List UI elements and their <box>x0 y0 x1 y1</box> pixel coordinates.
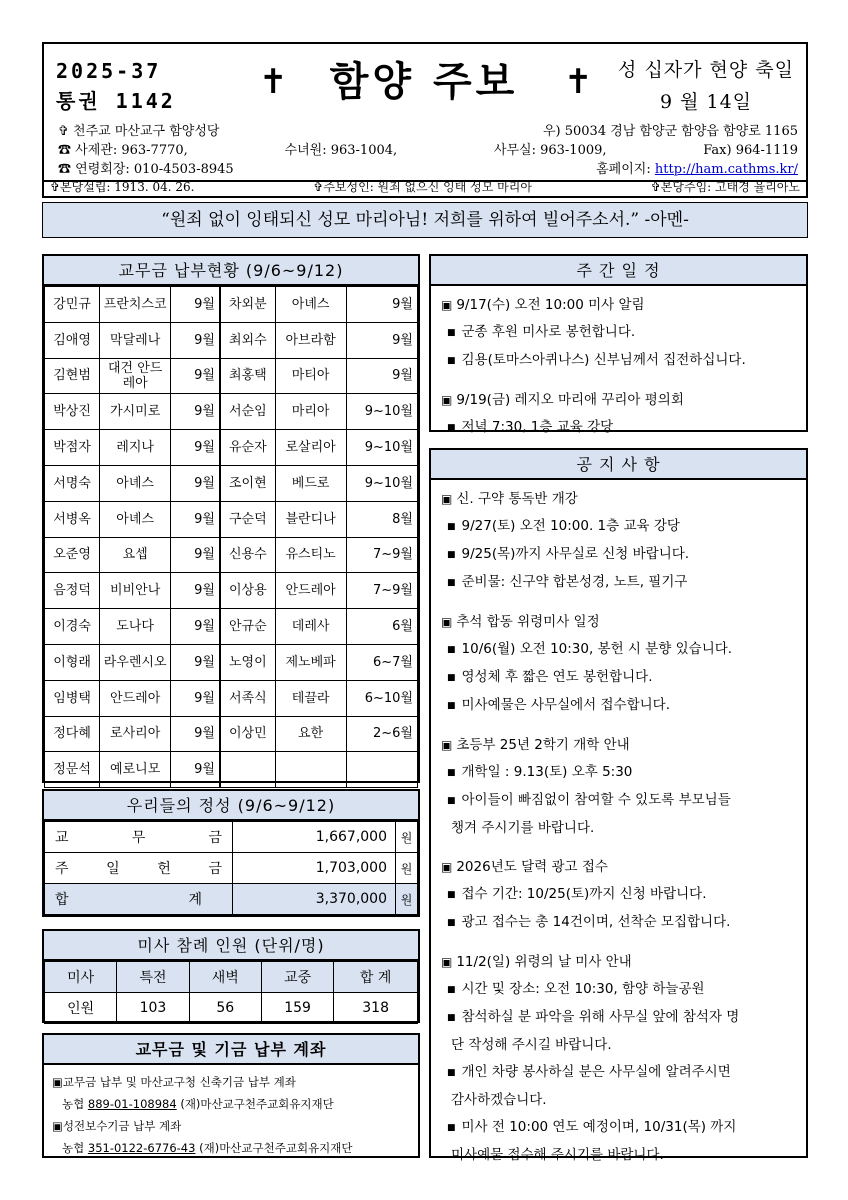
baptismal-name: 라우렌시오 <box>100 644 171 680</box>
bulletin-title: 함양 주보 <box>329 59 519 105</box>
currency-unit: 원 <box>396 822 418 853</box>
baptismal-name: 대건 안드레아 <box>100 358 171 394</box>
paid-months: 9월 <box>171 609 220 645</box>
paid-months: 9월 <box>171 537 220 573</box>
mass-header: 특전 <box>117 962 189 993</box>
member-name: 구순덕 <box>220 501 275 537</box>
paid-months: 9~10월 <box>346 394 417 430</box>
account-number: 889-01-108984 <box>87 1097 177 1111</box>
offering-label: 주 일 헌 금 <box>55 861 222 877</box>
baptismal-name: 막달레나 <box>100 322 171 358</box>
schedule-list <box>431 286 806 446</box>
baptismal-name: 도나다 <box>100 609 171 645</box>
issue-block <box>56 56 176 116</box>
table-row <box>45 716 418 752</box>
bullet-icon: ■ <box>447 918 456 928</box>
member-name: 박상진 <box>45 394 100 430</box>
baptismal-name: 블란디나 <box>275 501 346 537</box>
notices-title: 공 지 사 항 <box>431 450 806 480</box>
paid-months: 9월 <box>171 752 220 788</box>
baptismal-name: 아녜스 <box>100 465 171 501</box>
baptismal-name: 테끌라 <box>275 680 346 716</box>
baptismal-name <box>275 752 346 788</box>
member-name: 노영이 <box>220 644 275 680</box>
member-name: 유순자 <box>220 430 275 466</box>
list-item: ■ 9/25(목)까지 사무실로 신청 바랍니다. <box>447 546 690 562</box>
baptismal-name: 아녜스 <box>100 501 171 537</box>
accounts-title: 교무금 및 기금 납부 계좌 <box>44 1035 418 1065</box>
paid-months: 7~9월 <box>346 537 417 573</box>
account-heading: ▣성전보수기금 납부 계좌 <box>52 1119 182 1133</box>
list-item: ■ 개인 차량 봉사하실 분은 사무실에 알려주시면 <box>447 1064 731 1080</box>
mass-attendance-box <box>42 929 420 1023</box>
table-row <box>45 501 418 537</box>
notices-list <box>431 480 806 1173</box>
member-name: 신용수 <box>220 537 275 573</box>
offering-box <box>42 789 420 917</box>
mass-header: 교중 <box>261 962 333 993</box>
dues-title: 교무금 납부현황 (9/6~9/12) <box>44 256 418 286</box>
member-name: 안규순 <box>220 609 275 645</box>
list-item: ▣ 추석 합동 위령미사 일정 <box>441 614 600 630</box>
bullet-icon: ■ <box>447 673 456 683</box>
cross-small-icon: ✞ <box>650 180 661 194</box>
issue-number: 2025-37 <box>56 59 162 83</box>
office-phone: 사무실: 963-1009, <box>493 143 607 158</box>
bulletin-date: 9 월 14일 <box>659 91 753 113</box>
member-name: 박점자 <box>45 430 100 466</box>
paid-months: 9월 <box>346 287 417 323</box>
founded-date: 본당설립: 1913. 04. 26. <box>60 180 195 194</box>
bullet-icon: ■ <box>447 890 456 900</box>
homepage-label: 홈페이지: <box>596 162 651 177</box>
baptismal-name: 비비안나 <box>100 573 171 609</box>
paid-months: 9월 <box>171 680 220 716</box>
account-heading: ▣교무금 납부 및 마산교구청 신축기금 납부 계좌 <box>52 1075 296 1089</box>
member-name: 김애영 <box>45 322 100 358</box>
paid-months: 9월 <box>171 716 220 752</box>
member-name: 차외분 <box>220 287 275 323</box>
list-item: ■ 미사 전 10:00 연도 예정이며, 10/31(목) 까지 <box>447 1119 737 1135</box>
mass-value: 103 <box>117 993 189 1024</box>
contact-info <box>58 122 798 179</box>
notices-box <box>429 448 808 1163</box>
cross-small-icon: ✞ <box>313 180 324 194</box>
square-bullet-icon: ▣ <box>441 492 453 506</box>
mass-header: 합 계 <box>334 962 418 993</box>
bulletin-header <box>42 42 808 182</box>
list-item: ■ 아이들이 빠짐없이 참여할 수 있도록 부모님들 <box>447 792 731 808</box>
member-name: 최외수 <box>220 322 275 358</box>
list-item: ■ 접수 기간: 10/25(토)까지 신청 바랍니다. <box>447 886 707 902</box>
baptismal-name: 아녜스 <box>275 287 346 323</box>
offering-label: 합 계 <box>55 892 202 908</box>
cross-icon: ✝ <box>259 62 288 102</box>
paid-months <box>346 752 417 788</box>
cross-small-icon: ✞ <box>58 124 69 139</box>
member-name: 강민규 <box>45 287 100 323</box>
offering-amount: 1,667,000 <box>233 822 396 853</box>
cross-icon: ✝ <box>564 62 593 102</box>
rectory-phone: 사제관: 963-7770, <box>75 143 188 158</box>
patron-saint: 주보성인: 원죄 없으신 잉태 성모 마리아 <box>323 180 532 194</box>
paid-months: 9월 <box>171 573 220 609</box>
bullet-icon: ■ <box>447 423 456 433</box>
table-row <box>45 962 418 993</box>
list-item: ■ 시간 및 장소: 오전 10:30, 함양 하늘공원 <box>447 981 705 997</box>
member-name: 정다혜 <box>45 716 100 752</box>
paid-months: 9월 <box>171 322 220 358</box>
mass-header: 미사 <box>45 962 117 993</box>
paid-months: 9월 <box>171 430 220 466</box>
mass-value: 159 <box>261 993 333 1024</box>
member-name: 이경숙 <box>45 609 100 645</box>
paid-months: 9월 <box>346 322 417 358</box>
currency-unit: 원 <box>396 884 418 915</box>
bullet-icon: ■ <box>447 796 456 806</box>
bullet-icon: ■ <box>447 1068 456 1078</box>
mass-table <box>44 961 418 1024</box>
baptismal-name: 예로니모 <box>100 752 171 788</box>
offering-amount: 1,703,000 <box>233 853 396 884</box>
member-name: 서순임 <box>220 394 275 430</box>
baptismal-name: 마티아 <box>275 358 346 394</box>
list-item: ▣ 11/2(일) 위령의 날 미사 안내 <box>441 954 632 970</box>
member-name: 음정덕 <box>45 573 100 609</box>
list-item: ■ 광고 접수는 총 14건이며, 선착순 모집합니다. <box>447 914 731 930</box>
list-item: ■ 저녁 7:30, 1층 교육 강당 <box>447 419 614 435</box>
list-item: ▣ 9/19(금) 레지오 마리애 꾸리아 평의회 <box>441 392 684 408</box>
council-phone: 연령회장: 010-4503-8945 <box>75 162 234 177</box>
accounts-list <box>44 1065 418 1165</box>
offering-table <box>44 821 418 915</box>
table-row <box>45 884 418 915</box>
mass-value: 318 <box>334 993 418 1024</box>
list-item: ▣ 초등부 25년 2학기 개학 안내 <box>441 737 630 753</box>
mass-title: 미사 참례 인원 (단위/명) <box>44 931 418 961</box>
baptismal-name: 요셉 <box>100 537 171 573</box>
member-name <box>220 752 275 788</box>
parish-name: 천주교 마산교구 함양성당 <box>73 124 220 139</box>
paid-months: 7~9월 <box>346 573 417 609</box>
mass-value: 56 <box>189 993 261 1024</box>
baptismal-name: 유스티노 <box>275 537 346 573</box>
square-bullet-icon: ▣ <box>441 298 453 312</box>
paid-months: 2~6월 <box>346 716 417 752</box>
table-row <box>45 430 418 466</box>
homepage-link[interactable]: http://ham.cathms.kr/ <box>654 162 798 177</box>
baptismal-name: 아브라함 <box>275 322 346 358</box>
offering-label: 교 무 금 <box>55 830 222 846</box>
account-line: 농협 351-0122-6776-43 (재)마산교구천주교회유지재단 <box>62 1141 353 1155</box>
paid-months: 9월 <box>346 358 417 394</box>
list-item: ■ 미사예물은 사무실에서 접수합니다. <box>447 697 671 713</box>
member-name: 임병택 <box>45 680 100 716</box>
prayer-banner: “원죄 없이 잉태되신 성모 마리아님! 저희를 위하여 빌어주소서.” -아멘- <box>42 202 808 238</box>
paid-months: 9월 <box>171 287 220 323</box>
feast-name: 성 십자가 현양 축일 <box>618 59 794 81</box>
mass-value: 인원 <box>45 993 117 1024</box>
pastor-name: 본당주임: 고태경 율리아노 <box>660 180 800 194</box>
offering-total: 3,370,000 <box>233 884 396 915</box>
feast-block <box>618 54 794 118</box>
list-item: ▣ 신. 구약 통독반 개강 <box>441 491 578 507</box>
member-name: 서족식 <box>220 680 275 716</box>
bullet-icon: ■ <box>447 701 456 711</box>
member-name: 서명숙 <box>45 465 100 501</box>
list-item: ■ 준비물: 신구약 합본성경, 노트, 필기구 <box>447 574 688 590</box>
dues-box <box>42 254 420 783</box>
baptismal-name: 가시미로 <box>100 394 171 430</box>
paid-months: 9~10월 <box>346 465 417 501</box>
square-bullet-icon: ▣ <box>441 615 453 629</box>
member-name: 정문석 <box>45 752 100 788</box>
square-bullet-icon: ▣ <box>441 860 453 874</box>
baptismal-name: 안드레아 <box>100 680 171 716</box>
table-row <box>45 609 418 645</box>
paid-months: 9월 <box>171 394 220 430</box>
accounts-box <box>42 1033 420 1158</box>
table-row <box>45 573 418 609</box>
bullet-icon: ■ <box>447 550 456 560</box>
list-item-continued: 단 작성해 주시길 바랍니다. <box>451 1037 612 1053</box>
square-bullet-icon: ▣ <box>441 738 453 752</box>
list-item: ■ 10/6(월) 오전 10:30, 봉헌 시 분향 있습니다. <box>447 641 733 657</box>
table-row <box>45 465 418 501</box>
volume-number: 통권 1142 <box>56 89 176 113</box>
list-item: ■ 영성체 후 짧은 연도 봉헌합니다. <box>447 669 653 685</box>
paid-months: 9월 <box>171 465 220 501</box>
paid-months: 6~10월 <box>346 680 417 716</box>
list-item-continued: 미사예물 접수해 주시기를 바랍니다. <box>451 1147 664 1163</box>
table-row <box>45 394 418 430</box>
member-name: 최홍택 <box>220 358 275 394</box>
bullet-icon: ■ <box>447 356 456 366</box>
list-item-continued: 챙겨 주시기를 바랍니다. <box>451 820 595 836</box>
baptismal-name: 요한 <box>275 716 346 752</box>
mass-header: 새벽 <box>189 962 261 993</box>
bullet-icon: ■ <box>447 985 456 995</box>
list-item: ■ 김용(토마스아퀴나스) 신부님께서 집전하십니다. <box>447 352 746 368</box>
baptismal-name: 베드로 <box>275 465 346 501</box>
table-row <box>45 993 418 1024</box>
schedule-title: 주 간 일 정 <box>431 256 806 286</box>
list-item: ▣ 9/17(수) 오전 10:00 미사 알림 <box>441 297 645 313</box>
phone-icon: ☎ <box>58 162 72 177</box>
baptismal-name: 프란치스코 <box>100 287 171 323</box>
table-row <box>45 752 418 788</box>
bullet-icon: ■ <box>447 328 456 338</box>
account-line: 농협 889-01-108984 (재)마산교구천주교회유지재단 <box>62 1097 334 1111</box>
parish-address: 우) 50034 경남 함양군 함양읍 함양로 1165 <box>542 124 798 139</box>
bullet-icon: ■ <box>447 1123 456 1133</box>
member-name: 김현범 <box>45 358 100 394</box>
square-bullet-icon: ▣ <box>441 393 453 407</box>
bullet-icon: ■ <box>447 768 456 778</box>
member-name: 조이현 <box>220 465 275 501</box>
table-row <box>45 537 418 573</box>
list-item-continued: 감사하겠습니다. <box>451 1092 547 1108</box>
dues-table <box>44 286 418 788</box>
table-row <box>45 322 418 358</box>
bullet-icon: ■ <box>447 1013 456 1023</box>
paid-months: 8월 <box>346 501 417 537</box>
paid-months: 9~10월 <box>346 430 417 466</box>
square-bullet-icon: ▣ <box>441 955 453 969</box>
list-item: ■ 개학일 : 9.13(토) 오후 5:30 <box>447 764 633 780</box>
table-row <box>45 822 418 853</box>
paid-months: 9월 <box>171 644 220 680</box>
baptismal-name: 제노베파 <box>275 644 346 680</box>
phone-icon: ☎ <box>58 143 72 158</box>
currency-unit: 원 <box>396 853 418 884</box>
cross-small-icon: ✞ <box>50 180 61 194</box>
table-row <box>45 644 418 680</box>
account-number: 351-0122-6776-43 <box>87 1141 196 1155</box>
bullet-icon: ■ <box>447 522 456 532</box>
fax-number: Fax) 964-1119 <box>703 143 798 158</box>
baptismal-name: 로사리아 <box>100 716 171 752</box>
member-name: 오준영 <box>45 537 100 573</box>
list-item: ■ 군종 후원 미사로 봉헌합니다. <box>447 324 636 340</box>
parish-facts-bar <box>42 180 808 198</box>
baptismal-name: 안드레아 <box>275 573 346 609</box>
weekly-schedule-box <box>429 254 808 435</box>
offering-title: 우리들의 정성 (9/6~9/12) <box>44 791 418 821</box>
member-name: 이형래 <box>45 644 100 680</box>
table-row <box>45 358 418 394</box>
paid-months: 6~7월 <box>346 644 417 680</box>
bullet-icon: ■ <box>447 578 456 588</box>
paid-months: 9월 <box>171 358 220 394</box>
table-row <box>45 853 418 884</box>
convent-phone: 수녀원: 963-1004, <box>284 143 398 158</box>
paid-months: 9월 <box>171 501 220 537</box>
baptismal-name: 마리아 <box>275 394 346 430</box>
list-item: ■ 9/27(토) 오전 10:00. 1층 교육 강당 <box>447 518 680 534</box>
table-row <box>45 680 418 716</box>
bullet-icon: ■ <box>447 645 456 655</box>
baptismal-name: 로살리아 <box>275 430 346 466</box>
member-name: 이상민 <box>220 716 275 752</box>
paid-months: 6월 <box>346 609 417 645</box>
member-name: 이상용 <box>220 573 275 609</box>
table-row <box>45 287 418 323</box>
baptismal-name: 레지나 <box>100 430 171 466</box>
list-item: ▣ 2026년도 달력 광고 접수 <box>441 859 608 875</box>
baptismal-name: 데레사 <box>275 609 346 645</box>
member-name: 서병옥 <box>45 501 100 537</box>
list-item: ■ 참석하실 분 파악을 위해 사무실 앞에 참석자 명 <box>447 1009 740 1025</box>
